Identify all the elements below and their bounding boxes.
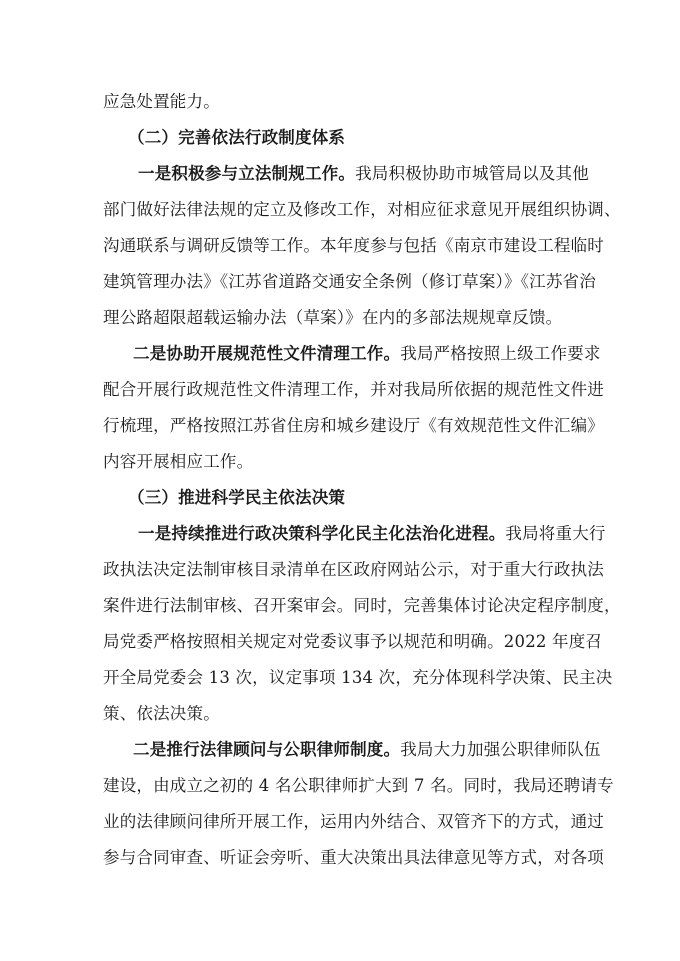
paragraph-line — [103, 768, 614, 804]
paragraph-line — [103, 660, 613, 696]
text-run: 我局严格按照上级工作要求 — [400, 344, 601, 363]
text-run: 沟通联系与调研反馈等工作。本年度参与包括《南京市建设工程临时 — [103, 236, 604, 255]
heading-text: （三）推进科学民主依法决策 — [128, 488, 346, 507]
paragraph-line — [138, 516, 606, 552]
paragraph-line — [103, 552, 604, 588]
text-run: 我局大力加强公职律师队伍 — [400, 740, 601, 759]
text-run: 内容开展相应工作。 — [103, 452, 254, 471]
text-run: 策、依法决策。 — [103, 704, 220, 723]
paragraph-line — [103, 228, 604, 264]
paragraph-line — [103, 300, 581, 336]
paragraph-lead: 二是推行法律顾问与公职律师制度。 — [133, 740, 401, 759]
paragraph-lead: 一是积极参与立法制规工作。 — [138, 164, 356, 183]
text-run: 部门做好法律法规的定立及修改工作，对相应征求意见开展组织协调、 — [103, 200, 621, 219]
text-run: 行梳理，严格按照江苏省住房和城乡建设厅《有效规范性文件汇编》 — [103, 416, 604, 435]
section-heading-3 — [128, 480, 606, 516]
section-heading-2 — [128, 120, 606, 156]
paragraph-lead: 二是协助开展规范性文件清理工作。 — [133, 344, 401, 363]
paragraph-line — [103, 624, 603, 660]
heading-text: （二）完善依法行政制度体系 — [128, 128, 346, 147]
text-run: 案件进行法制审核、召开案审会。同时，完善集体讨论决定程序制度， — [103, 596, 621, 615]
text-run: 我局积极协助市城管局以及其他 — [355, 164, 589, 183]
text-run: 业的法律顾问律所开展工作，运用内外结合、双管齐下的方式，通过 — [103, 812, 604, 831]
text-run: 应急处置能力。 — [103, 92, 220, 111]
text-run: 建筑管理办法》《江苏省道路交通安全条例（修订草案）》《江苏省治 — [103, 272, 596, 291]
text-run: 政执法决定法制审核目录清单在区政府网站公示，对于重大行政执法 — [103, 560, 604, 579]
paragraph-line — [103, 840, 604, 876]
paragraph-lead: 一是持续推进行政决策科学化民主化法治化进程。 — [138, 524, 506, 543]
text-run: 局党委严格按照相关规定对党委议事予以规范和明确。2022 年度召 — [103, 632, 603, 651]
paragraph-line — [103, 696, 581, 732]
paragraph-line — [103, 588, 621, 624]
text-run: 建设，由成立之初的 4 名公职律师扩大到 7 名。同时，我局还聘请专 — [103, 776, 614, 795]
text-run: 参与合同审查、听证会旁听、重大决策出具法律意见等方式，对各项 — [103, 848, 604, 867]
paragraph-line — [133, 336, 601, 372]
text-run: 我局将重大行 — [505, 524, 606, 543]
paragraph-line — [103, 264, 596, 300]
paragraph-line — [103, 84, 581, 120]
paragraph-line — [103, 444, 581, 480]
paragraph-line — [103, 804, 604, 840]
text-run: 理公路超限超载运输办法（草案）》在内的多部法规规章反馈。 — [103, 308, 563, 327]
paragraph-line — [103, 408, 604, 444]
paragraph-line — [138, 156, 589, 192]
text-run: 开全局党委会 13 次，议定事项 134 次，充分体现科学决策、民主决 — [103, 668, 613, 687]
text-run: 配合开展行政规范性文件清理工作，并对我局所依据的规范性文件进 — [103, 380, 604, 399]
paragraph-line — [103, 192, 621, 228]
paragraph-line — [133, 732, 601, 768]
paragraph-line — [103, 372, 604, 408]
